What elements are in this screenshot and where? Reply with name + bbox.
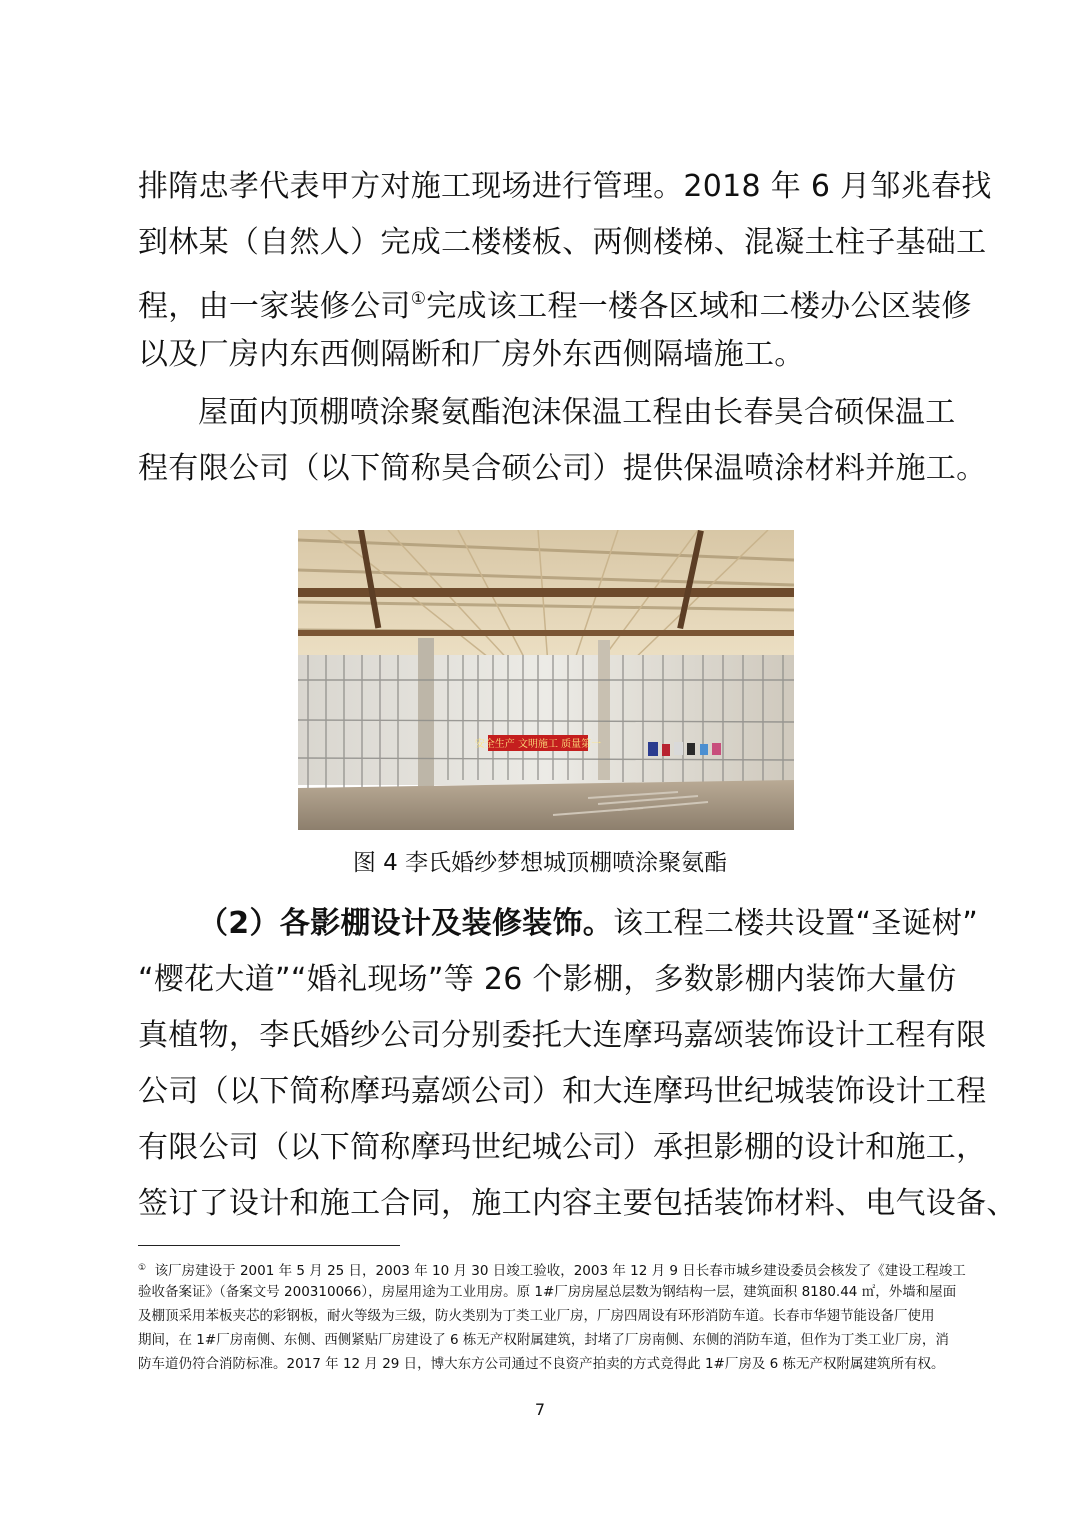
construction-photo [298, 530, 794, 830]
text-line: 程有限公司（以下简称昊合硕公司）提供保温喷涂材料并施工。 [138, 451, 987, 486]
footnote-line: 及棚顶采用苯板夹芯的彩钢板，耐火等级为三级，防火类别为丁类工业厂房，厂房四周设有环形消防车道。长春市华翅节能设备厂使用 [138, 1308, 935, 1324]
footnote-divider [138, 1245, 400, 1246]
text-line: 真植物，李氏婚纱公司分别委托大连摩玛嘉颂装饰设计工程有限 [138, 1018, 987, 1053]
text-line: 屋面内顶棚喷涂聚氨酯泡沫保温工程由长春昊合硕保温工 [198, 395, 956, 430]
text-segment: 完成该工程一楼各区域和二楼办公区装修 [426, 289, 972, 324]
footnote-reference[interactable]: ① [410, 289, 427, 309]
footnote-line: 防车道仍符合消防标准。2017 年 12 月 29 日，博大东方公司通过不良资产拍卖的方式竞得此 1#厂房及 6 栋无产权附属建筑所有权。 [138, 1356, 945, 1372]
text-segment: 程，由一家装修公司 [138, 289, 411, 324]
text-line: 排隋忠孝代表甲方对施工现场进行管理。2018 年 6 月邹兆春找 [138, 169, 992, 204]
footnote-line: 验收备案证》（备案文号 200310066），房屋用途为工业用房。原 1#厂房房屋总层数为钢结构一层，建筑面积 8180.44 ㎡，外墙和屋面 [138, 1284, 957, 1300]
text-line: 公司（以下简称摩玛嘉颂公司）和大连摩玛世纪城装饰设计工程 [138, 1074, 987, 1109]
figure-caption: 图 4 李氏婚纱梦想城顶棚喷涂聚氨酯 [352, 850, 728, 876]
text-line [198, 905, 978, 943]
text-line: 以及厂房内东西侧隔断和厂房外东西侧隔墙施工。 [138, 337, 805, 372]
banner-text: 安全生产 文明施工 质量第一 [474, 739, 602, 750]
footnote-text: 该厂房建设于 2001 年 5 月 25 日，2003 年 10 月 30 日竣工验收，2003 年 12 月 9 日长春市城乡建设委员会核发了《建设工程竣工 [154, 1263, 966, 1279]
footnote-line: 期间，在 1#厂房南侧、东侧、西侧紧贴厂房建设了 6 栋无产权附属建筑，封堵了厂房南侧、东侧的消防车道，但作为丁类工业厂房，消 [138, 1332, 949, 1348]
footnote-marker: ① [138, 1263, 147, 1273]
text-line [138, 280, 972, 326]
text-line: 签订了设计和施工合同，施工内容主要包括装饰材料、电气设备、 [138, 1186, 1017, 1221]
text-line: “樱花大道”“婚礼现场”等 26 个影棚，多数影棚内装饰大量仿 [138, 962, 957, 997]
section-heading: （2）各影棚设计及装修装饰。 [198, 906, 614, 941]
text-line: 有限公司（以下简称摩玛世纪城公司）承担影棚的设计和施工， [138, 1130, 987, 1165]
text-line: 到林某（自然人）完成二楼楼板、两侧楼梯、混凝土柱子基础工 [138, 225, 987, 260]
text-segment: 该工程二楼共设置“圣诞树” [613, 906, 979, 941]
page-number: 7 [534, 1400, 546, 1419]
footnote-line [138, 1259, 966, 1280]
